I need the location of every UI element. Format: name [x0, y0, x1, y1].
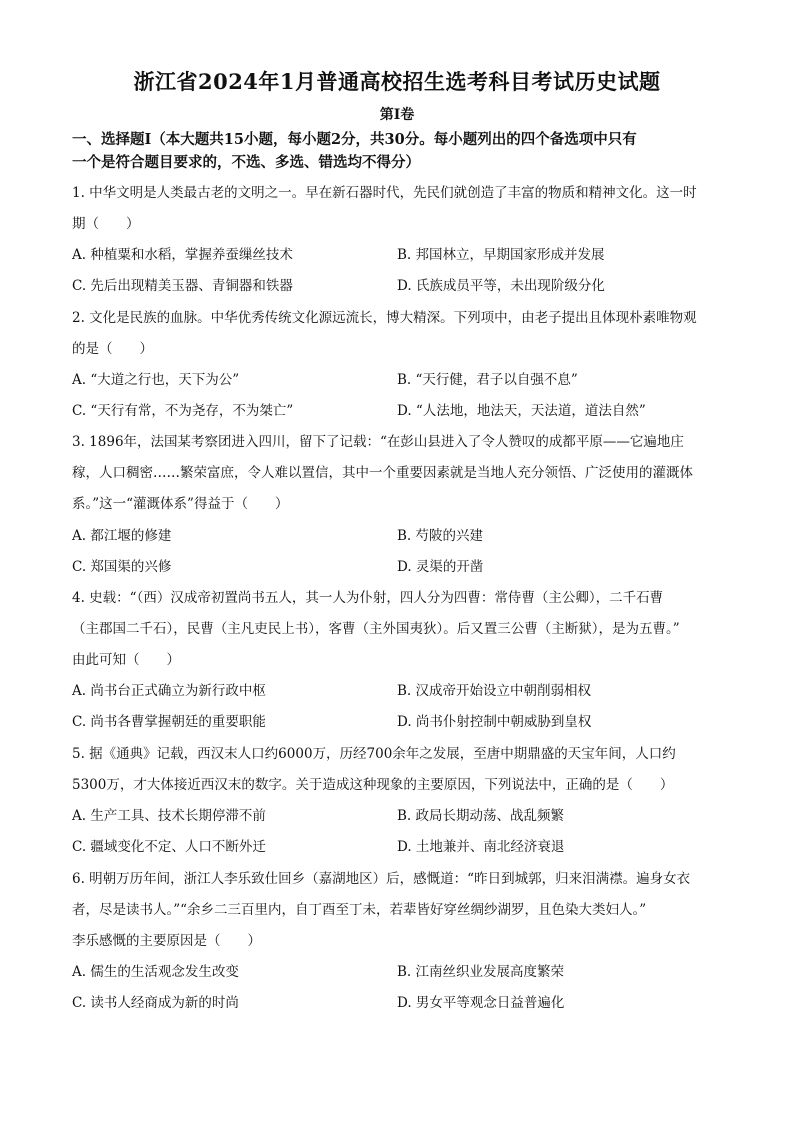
question-4-option-a: A. 尚书台正式确立为新行政中枢	[72, 683, 266, 699]
question-5-stem-line2: 5300万，才大体接近西汉末的数字。关于造成这种现象的主要原因，下列说法中，正确的是（ ）	[72, 777, 674, 793]
question-3-option-b: B. 芍陂的兴建	[397, 528, 484, 544]
question-6-stem-line3: 李乐感慨的主要原因是（ ）	[72, 933, 261, 949]
question-1-option-d: D. 氏族成员平等，未出现阶级分化	[397, 278, 605, 294]
question-5-option-b: B. 政局长期动荡、战乱频繁	[397, 808, 565, 824]
question-3-option-d: D. 灵渠的开凿	[397, 559, 484, 575]
question-5-option-a: A. 生产工具、技术长期停滞不前	[72, 808, 266, 824]
section-heading-line2: 一个是符合题目要求的，不选、多选、错选均不得分）	[72, 154, 420, 171]
question-3-stem-line1: 3. 1896年，法国某考察团进入四川，留下了记载：“在彭山县进入了令人赞叹的成都平原——它遍地庄	[72, 434, 684, 450]
page-title: 浙江省2024年1月普通高校招生选考科目考试历史试题	[133, 69, 661, 94]
question-4-stem-line3: 由此可知（ ）	[72, 652, 180, 668]
question-1-option-a: A. 种植粟和水稻，掌握养蚕缫丝技术	[72, 247, 293, 263]
question-4-stem-line1: 4. 史载：“（西）汉成帝初置尚书五人，其一人为仆射，四人分为四曹：常侍曹（主公卿），二千石曹	[72, 590, 664, 606]
question-2-option-c: C. “天行有常，不为尧存，不为桀亡”	[72, 403, 294, 419]
question-6-option-a: A. 儒生的生活观念发生改变	[72, 964, 239, 980]
question-5-stem-line1: 5. 据《通典》记载，西汉末人口约6000万，历经700余年之发展，至唐中期鼎盛的天宝年间，人口约	[72, 746, 676, 762]
question-4-option-b: B. 汉成帝开始设立中朝削弱相权	[397, 683, 592, 699]
question-6-option-d: D. 男女平等观念日益普遍化	[397, 995, 565, 1011]
section-heading-line1: 一、选择题Ⅰ（本大题共15小题，每小题2分，共30分。每小题列出的四个备选项中只有	[72, 131, 637, 148]
question-1-stem-line1: 1. 中华文明是人类最古老的文明之一。早在新石器时代，先民们就创造了丰富的物质和精神文化。这一时	[72, 185, 697, 201]
volume-subtitle: 第Ⅰ卷	[379, 107, 415, 123]
question-3-option-c: C. 郑国渠的兴修	[72, 559, 172, 575]
question-2-option-a: A. “大道之行也，天下为公”	[72, 372, 240, 388]
question-1-stem-line2: 期（ ）	[72, 216, 140, 232]
question-4-stem-line2: （主郡国二千石），民曹（主凡吏民上书），客曹（主外国夷狄）。后又置三公曹（主断狱），是为五曹。”	[72, 621, 680, 637]
question-5-option-c: C. 疆域变化不定、人口不断外迁	[72, 839, 266, 855]
question-2-stem-line1: 2. 文化是民族的血脉。中华优秀传统文化源远流长，博大精深。下列项中，由老子提出且体现朴素唯物观	[72, 310, 697, 326]
question-1-option-b: B. 邦国林立，早期国家形成并发展	[397, 247, 605, 263]
question-6-stem-line2: 者，尽是读书人。”“余乡二三百里内，自丁酉至丁未，若辈皆好穿丝绸纱湖罗，且色染大类妇人。”	[72, 902, 647, 918]
question-4-option-c: C. 尚书各曹掌握朝廷的重要职能	[72, 714, 266, 730]
question-2-stem-line2: 的是（ ）	[72, 341, 153, 357]
question-2-option-d: D. “人法地，地法天，天法道，道法自然”	[397, 403, 646, 419]
question-1-option-c: C. 先后出现精美玉器、青铜器和铁器	[72, 278, 293, 294]
question-6-option-b: B. 江南丝织业发展高度繁荣	[397, 964, 565, 980]
question-6-option-c: C. 读书人经商成为新的时尚	[72, 995, 239, 1011]
question-3-stem-line2: 稼，人口稠密……繁荣富庶，令人难以置信，其中一个重要因素就是当地人充分领悟、广泛使用的灌溉体	[72, 465, 693, 481]
question-2-option-b: B. “天行健，君子以自强不息”	[397, 372, 578, 388]
question-4-option-d: D. 尚书仆射控制中朝威胁到皇权	[397, 714, 592, 730]
question-3-stem-line3: 系。”这一“灌溉体系”得益于（ ）	[72, 496, 289, 512]
question-6-stem-line1: 6. 明朝万历年间，浙江人李乐致仕回乡（嘉湖地区）后，感慨道：“昨日到城郭，归来泪满襟。遍身女衣	[72, 871, 691, 887]
question-5-option-d: D. 土地兼并、南北经济衰退	[397, 839, 565, 855]
question-3-option-a: A. 都江堰的修建	[72, 528, 172, 544]
